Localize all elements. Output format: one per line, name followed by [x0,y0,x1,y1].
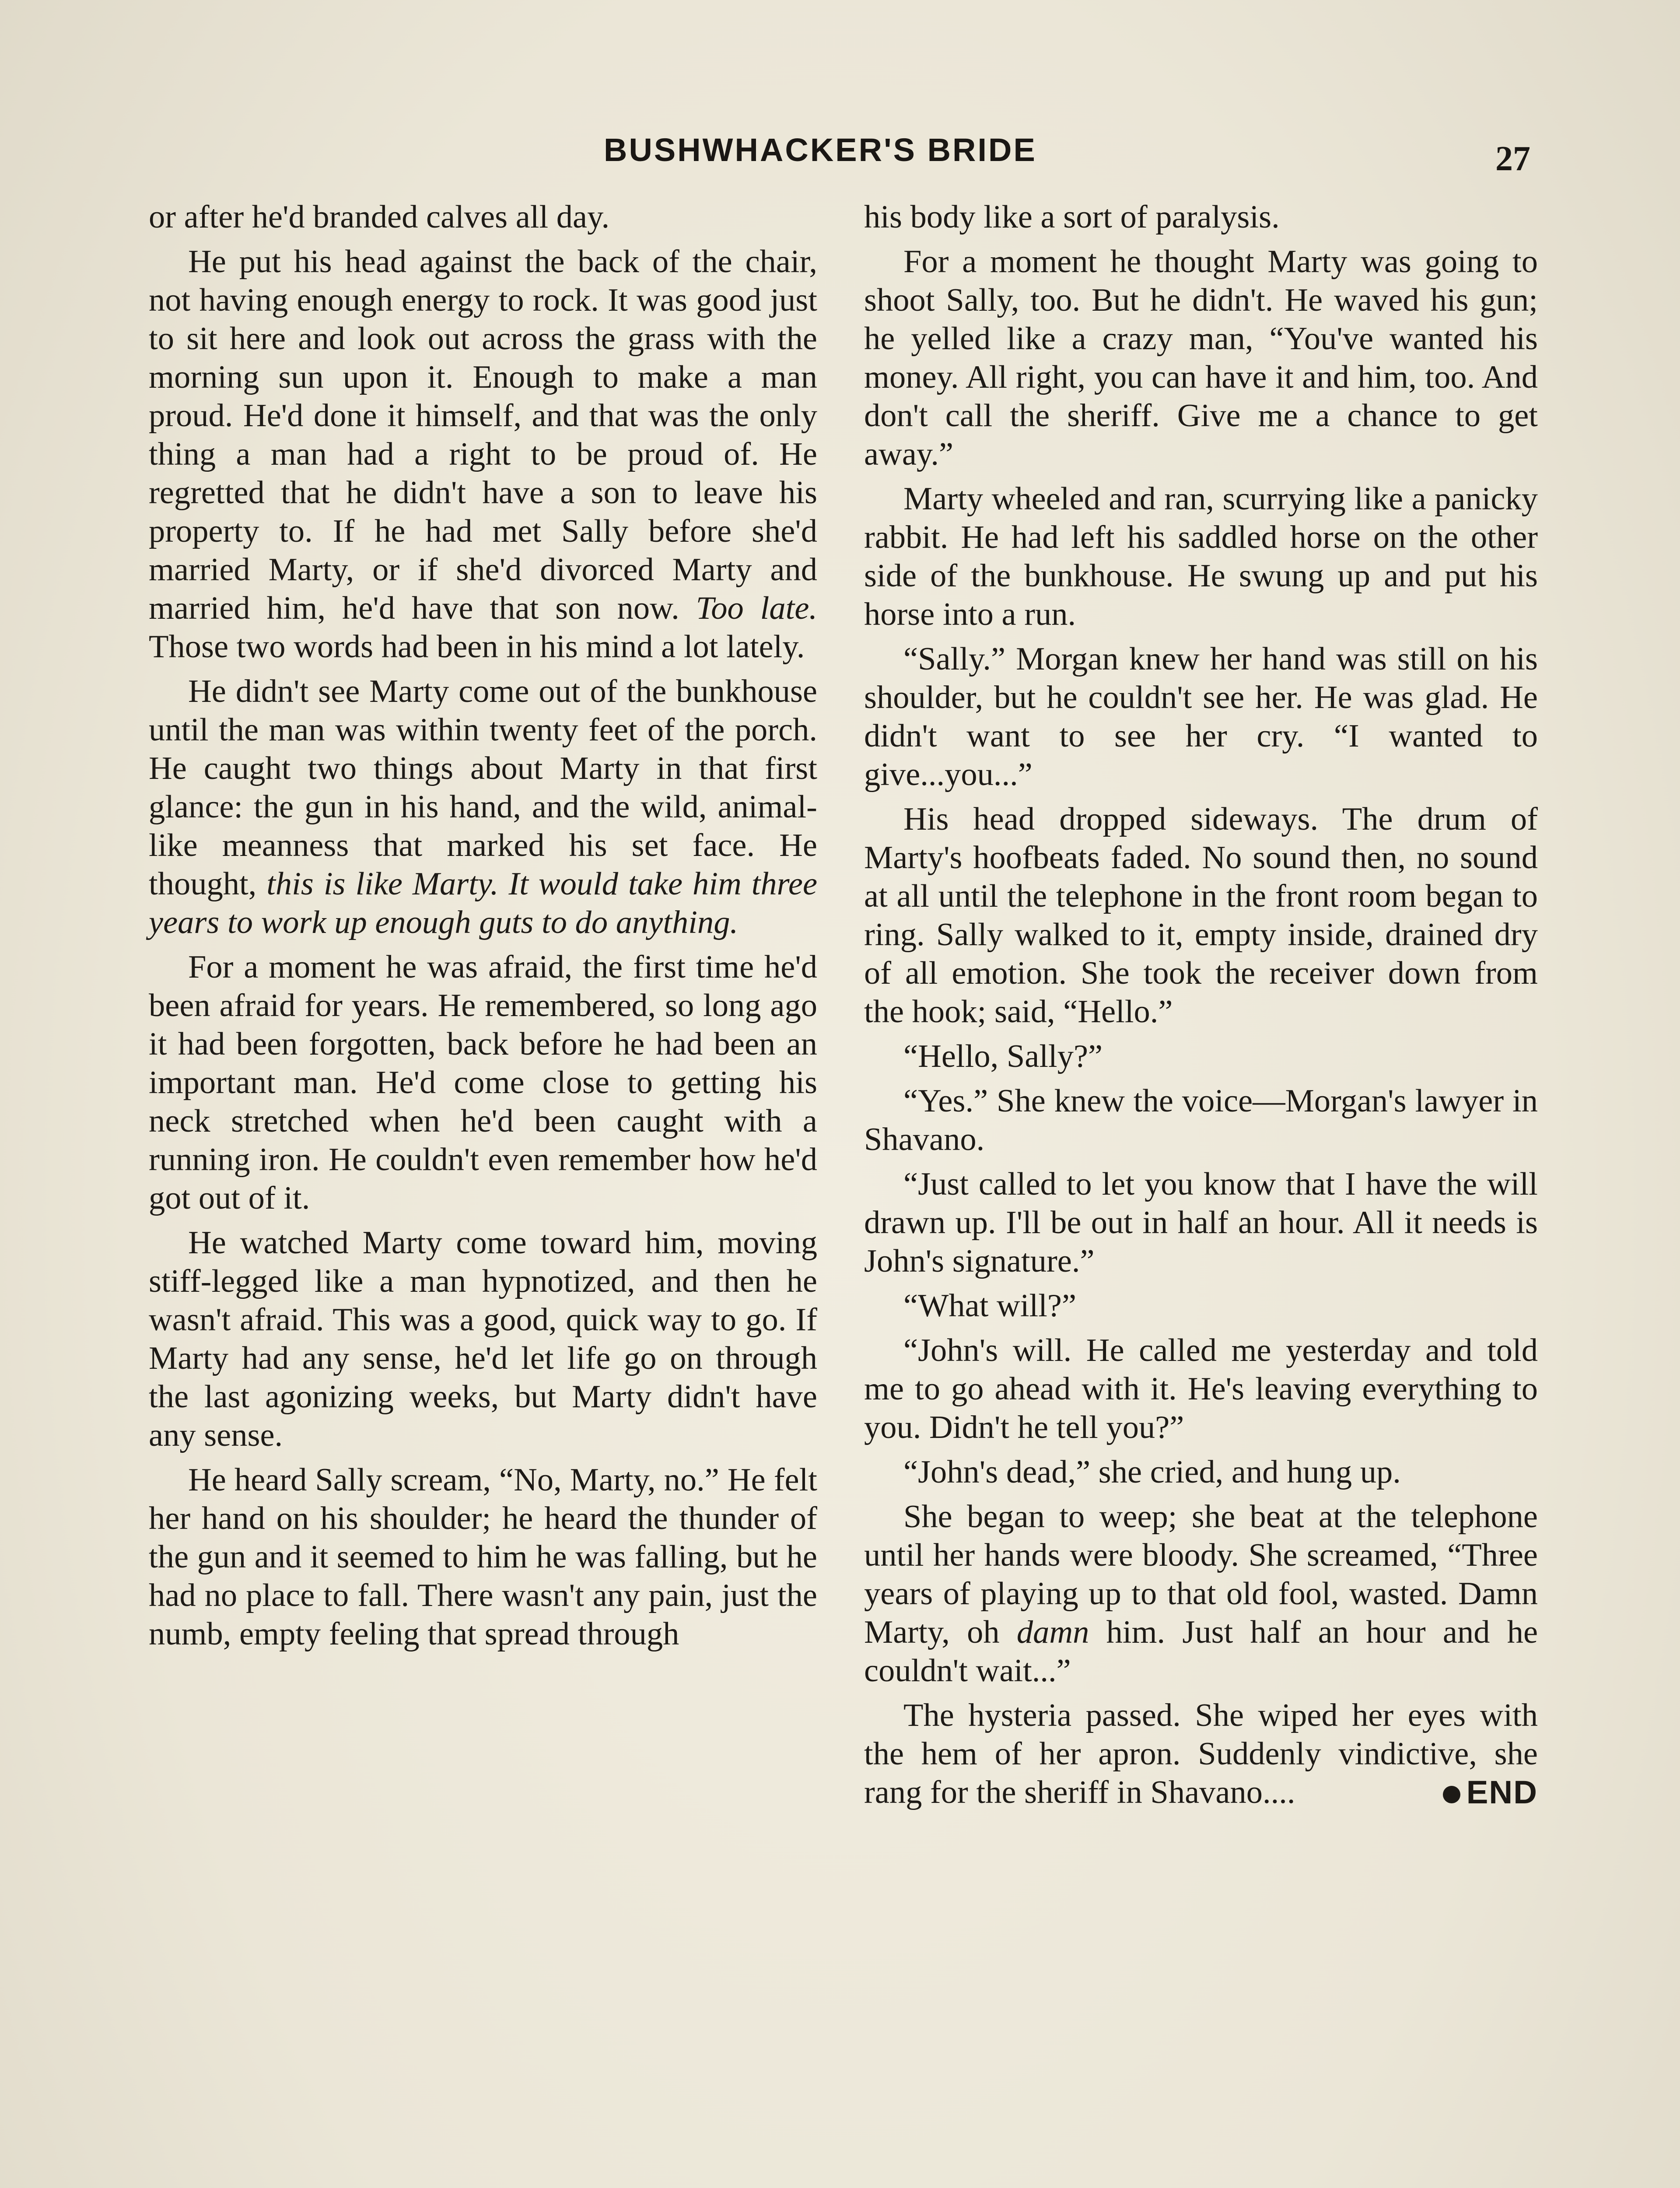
italic-text: this is like Marty. It would take him three years to work up enough guts to do anything. [149,866,818,940]
paragraph: “Yes.” She knew the voice—Morgan's lawyer in Shavano. [864,1083,1538,1157]
paragraph: “Just called to let you know that I have the will drawn up. I'll be out in half an hour. All it needs is John's signature.” [864,1166,1538,1279]
left-column [149,198,817,1659]
paragraph: “John's will. He called me yesterday and told me to go ahead with it. He's leaving everything to you. Didn't he tell you?” [864,1332,1538,1445]
paragraph: He put his head against the back of the chair, not having enough energy to rock. It was good just to sit here and look out across the grass with the morning sun upon it. Enough to make a man proud. He'd done it himself, and that was the only thing a man had a right to be proud of. He regretted that he didn't have a son to leave his property to. If he had met Sally before she'd married Marty, or if she'd divorced Marty and married him, he'd have that son now. Too late. Those two words had been in his mind a lot lately. [149,244,818,665]
page-number: 27 [1495,140,1530,178]
paragraph: He didn't see Marty come out of the bunkhouse until the man was within twenty feet of the porch. He caught two things about Marty in that first glance: the gun in his hand, and the wild, animal-like meanness that marked his set face. He thought, this is like Marty. It would take him three years to work up enough guts to do anything. [149,673,818,940]
end-marker: END [1404,1773,1538,1812]
paragraph: his body like a sort of paralysis. [864,199,1280,235]
paragraph: Marty wheeled and ran, scurrying like a panicky rabbit. He had left his saddled horse on the other side of the bunkhouse. He swung up and put his horse into a run. [864,481,1538,632]
paragraph: She began to weep; she beat at the telephone until her hands were bloody. She screamed, “Three years of playing up to that old fool, wasted. Damn Marty, oh damn him. Just half an hour and he couldn't wait...” [864,1499,1538,1689]
paragraph: His head dropped sideways. The drum of Marty's hoofbeats faded. No sound then, no sound at all until the telephone in the front room began to ring. Sally walked to it, empty inside, drained dry of all emotion. She took the receiver down from the hook; said, “Hello.” [864,801,1538,1030]
paragraph: “What will?” [903,1288,1077,1324]
paragraph: He watched Marty come toward him, moving stiff-legged like a man hypnotized, and then he wasn't afraid. This was a good, quick way to go. If Marty had any sense, he'd let life go on through the last agonizing weeks, but Marty didn't have any sense. [149,1225,817,1453]
italic-text: damn [1016,1614,1089,1650]
paragraph: “Sally.” Morgan knew her hand was still on his shoulder, but he couldn't see her. He was glad. He didn't want to see her cry. “I wanted to give...you...” [864,641,1538,792]
paragraph: “John's dead,” she cried, and hung up. [903,1454,1401,1490]
story-title: BUSHWHACKER'S BRIDE [604,132,1037,168]
final-paragraph: The hysteria passed. She wiped her eyes with the hem of her apron. Suddenly vindictive, she rang for the sheriff in Shavano.... END [864,1696,1538,1812]
bullet-icon [1443,1786,1460,1803]
paragraph: For a moment he was afraid, the first time he'd been afraid for years. He remembered, so long ago it had been forgotten, back before he had been an important man. He'd come close to getting his neck stretched when he'd been caught with a running iron. He couldn't even remember how he'd got out of it. [149,949,817,1216]
right-column [864,198,1538,1818]
paragraph: He heard Sally scream, “No, Marty, no.” He felt her hand on his shoulder; he heard the thunder of the gun and it seemed to him he was falling, but he had no place to fall. There wasn't any pain, just the numb, empty feeling that spread through [149,1462,817,1652]
paragraph: “Hello, Sally?” [903,1038,1103,1074]
italic-text: Too late. [696,590,818,626]
paragraph: For a moment he thought Marty was going to shoot Sally, too. But he didn't. He waved his gun; he yelled like a crazy man, “You've wanted his money. All right, you can have it and him, too. And don't call the sheriff. Give me a chance to get away.” [864,244,1538,472]
paragraph: or after he'd branded calves all day. [149,199,610,235]
